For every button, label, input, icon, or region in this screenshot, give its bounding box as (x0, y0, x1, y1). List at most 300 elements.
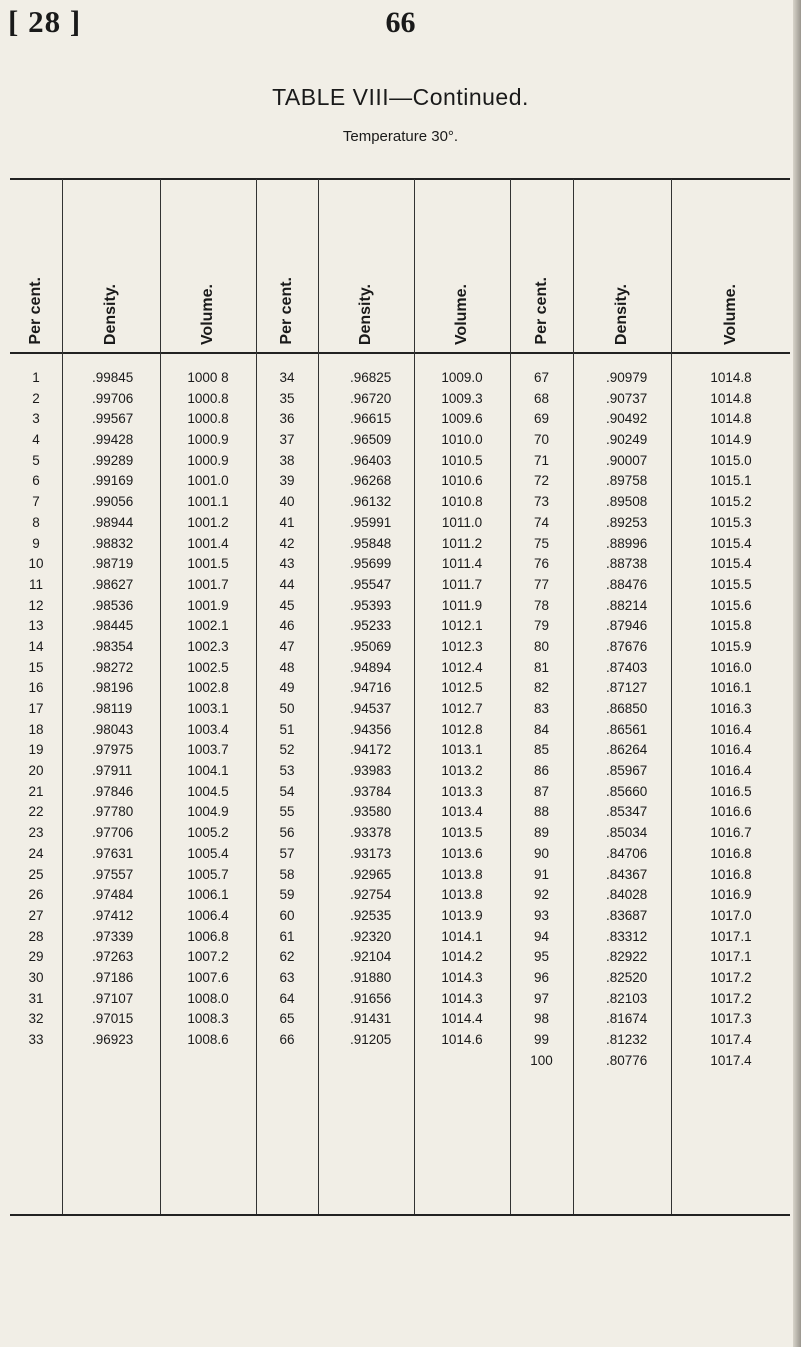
density-cell: .88214 (606, 597, 648, 613)
volume-cell: 1017.1 (710, 928, 752, 944)
density-cell: .94894 (350, 659, 392, 675)
table-top-rule (10, 178, 790, 180)
density-cell: .98043 (92, 721, 134, 737)
volume-cell: 1011.9 (441, 597, 483, 613)
column-volume-1 (162, 368, 254, 1051)
density-cell: .97911 (92, 763, 133, 779)
density-cell: .98719 (92, 556, 134, 572)
density-cell: .87403 (606, 659, 648, 675)
volume-cell: 1003.1 (187, 701, 229, 716)
volume-cell: 1014.3 (441, 990, 483, 1006)
density-cell: .83312 (606, 928, 648, 944)
volume-cell: 1016.4 (710, 763, 752, 779)
column-density-2 (350, 368, 412, 1051)
volume-cell: 1014.8 (710, 370, 752, 385)
volume-cell: 1002.5 (187, 659, 229, 675)
density-cell: .99169 (92, 473, 134, 489)
volume-cell: 1016.4 (710, 742, 752, 758)
per-cent-cell: 46 (279, 618, 295, 634)
density-cell: .96268 (350, 473, 392, 489)
volume-cell: 1003.7 (187, 742, 229, 758)
volume-cell: 1016.7 (710, 825, 752, 841)
per-cent-cell: 45 (279, 597, 295, 613)
per-cent-cell: 87 (533, 783, 550, 799)
volume-cell: 1014.9 (710, 432, 752, 448)
per-cent-cell: 82 (533, 680, 550, 696)
volume-cell: 1001.1 (187, 494, 229, 510)
density-cell: .99428 (92, 432, 134, 448)
per-cent-cell: 80 (533, 638, 550, 654)
density-cell: .84706 (606, 845, 648, 861)
density-cell: .87127 (606, 680, 648, 696)
per-cent-cell: 29 (28, 949, 44, 965)
density-cell: .97186 (92, 969, 134, 985)
volume-cell: 1016.8 (710, 845, 752, 861)
per-cent-cell: 12 (28, 597, 44, 613)
volume-cell: 1009.6 (441, 411, 483, 427)
per-cent-cell: 21 (28, 783, 44, 799)
density-cell: .97015 (92, 1011, 134, 1027)
volume-cell: 1000.8 (187, 411, 229, 427)
per-cent-cell: 24 (28, 845, 44, 861)
volume-cell: 1014.6 (441, 1032, 483, 1047)
density-cell: .92535 (350, 907, 392, 923)
density-cell: .99706 (92, 390, 134, 406)
density-cell: .96825 (350, 370, 392, 385)
volume-cell: 1001.7 (187, 576, 229, 592)
volume-cell: 1008.6 (187, 1032, 229, 1047)
header-density-3: Density. (613, 283, 630, 345)
density-cell: .92104 (350, 949, 392, 965)
per-cent-cell: 8 (32, 514, 40, 530)
density-cell: .97557 (92, 866, 134, 882)
density-cell: .98627 (92, 576, 134, 592)
per-cent-cell: 64 (279, 990, 295, 1006)
density-cell: .94356 (350, 721, 392, 737)
density-cell: .98536 (92, 597, 134, 613)
volume-cell: 1017.0 (710, 907, 752, 923)
per-cent-cell: 36 (279, 411, 295, 427)
per-cent-cell: 94 (533, 928, 550, 944)
header-density-1: Density. (102, 283, 119, 345)
density-cell: .82103 (606, 990, 648, 1006)
density-cell: .85660 (606, 783, 648, 799)
volume-cell: 1011.2 (441, 535, 483, 551)
per-cent-cell: 40 (279, 494, 295, 510)
table-bottom-rule (10, 1214, 790, 1216)
per-cent-cell: 77 (533, 576, 550, 592)
per-cent-cell: 97 (533, 990, 550, 1006)
volume-cell: 1000.8 (187, 390, 229, 406)
density-cell: .93378 (350, 825, 392, 841)
volume-cell: 1015.9 (710, 638, 752, 654)
volume-cell: 1007.2 (187, 949, 229, 965)
per-cent-cell: 6 (32, 473, 40, 489)
per-cent-cell: 89 (533, 825, 550, 841)
per-cent-cell: 5 (32, 452, 40, 468)
volume-cell: 1014.1 (441, 928, 483, 944)
volume-cell: 1002.1 (187, 618, 229, 634)
header-volume-3: Volume. (722, 283, 739, 345)
volume-cell: 1013.4 (441, 804, 483, 820)
volume-cell: 1008.3 (187, 1011, 229, 1027)
volume-cell: 1016.8 (710, 866, 752, 882)
volume-cell: 1006.8 (187, 928, 229, 944)
per-cent-cell: 90 (533, 845, 550, 861)
page-number-bracket: [ 28 ] (8, 4, 82, 39)
density-cell: .97107 (92, 990, 134, 1006)
volume-cell: 1015.4 (710, 556, 752, 572)
density-cell: .98119 (92, 701, 133, 716)
column-per-cent-1 (12, 368, 60, 1051)
density-cell: .84028 (606, 887, 648, 903)
per-cent-cell: 10 (28, 556, 44, 572)
volume-cell: 1004.1 (187, 763, 229, 779)
per-cent-cell: 13 (28, 618, 44, 634)
per-cent-cell: 71 (533, 452, 550, 468)
density-cell: .88738 (606, 556, 648, 572)
per-cent-cell: 73 (533, 494, 550, 510)
volume-cell: 1002.3 (187, 638, 229, 654)
density-cell: .97631 (92, 845, 134, 861)
per-cent-cell: 96 (533, 969, 550, 985)
density-cell: .97412 (92, 907, 134, 923)
per-cent-cell: 59 (279, 887, 295, 903)
per-cent-cell: 30 (28, 969, 44, 985)
volume-cell: 1004.9 (187, 804, 229, 820)
volume-cell: 1010.8 (441, 494, 483, 510)
density-cell: .89758 (606, 473, 648, 489)
density-cell: .95848 (350, 535, 392, 551)
per-cent-cell: 22 (28, 804, 44, 820)
density-cell: .85347 (606, 804, 648, 820)
density-cell: .86264 (606, 742, 648, 758)
per-cent-cell: 62 (279, 949, 295, 965)
per-cent-cell: 31 (28, 990, 44, 1006)
per-cent-cell: 18 (28, 721, 44, 737)
header-density-2: Density. (357, 283, 374, 345)
volume-cell: 1010.6 (441, 473, 483, 489)
density-cell: .93983 (350, 763, 392, 779)
volume-cell: 1016.0 (710, 659, 752, 675)
density-cell: .97780 (92, 804, 134, 820)
per-cent-cell: 75 (533, 535, 550, 551)
volume-cell: 1013.8 (441, 887, 483, 903)
per-cent-cell: 17 (28, 701, 44, 716)
per-cent-cell: 52 (279, 742, 295, 758)
per-cent-cell: 16 (28, 680, 44, 696)
density-cell: .95233 (350, 618, 392, 634)
density-cell: .96509 (350, 432, 392, 448)
per-cent-cell: 50 (279, 701, 295, 716)
density-cell: .88996 (606, 535, 648, 551)
density-cell: .92754 (350, 887, 392, 903)
per-cent-cell: 95 (533, 949, 550, 965)
per-cent-cell: 2 (32, 390, 40, 406)
volume-cell: 1015.1 (710, 473, 752, 489)
volume-cell: 1001.4 (187, 535, 229, 551)
volume-cell: 1006.1 (187, 887, 229, 903)
volume-cell: 1015.6 (710, 597, 752, 613)
volume-cell: 1008.0 (187, 990, 229, 1006)
per-cent-cell: 26 (28, 887, 44, 903)
density-cell: .90979 (606, 370, 648, 385)
volume-cell: 1003.4 (187, 721, 229, 737)
per-cent-cell: 74 (533, 514, 550, 530)
per-cent-cell: 53 (279, 763, 295, 779)
density-cell: .98354 (92, 638, 134, 654)
column-per-cent-3 (512, 368, 571, 1071)
volume-cell: 1013.1 (441, 742, 483, 758)
volume-cell: 1015.8 (710, 618, 752, 634)
volume-cell: 1001.0 (187, 473, 229, 489)
density-cell: .98196 (92, 680, 134, 696)
density-cell: .84367 (606, 866, 648, 882)
page-number: 66 (385, 6, 416, 39)
volume-cell: 1001.9 (187, 597, 229, 613)
per-cent-cell: 93 (533, 907, 550, 923)
volume-cell: 1016.3 (710, 701, 752, 716)
density-cell: .99845 (92, 370, 134, 385)
per-cent-cell: 57 (279, 845, 295, 861)
per-cent-cell: 32 (28, 1011, 44, 1027)
per-cent-cell: 100 (530, 1052, 553, 1068)
density-cell: .94716 (350, 680, 392, 696)
density-cell: .98445 (92, 618, 134, 634)
volume-cell: 1015.4 (710, 535, 752, 551)
volume-cell: 1012.7 (441, 701, 483, 716)
per-cent-cell: 60 (279, 907, 295, 923)
density-cell: .90492 (606, 411, 648, 427)
per-cent-cell: 88 (533, 804, 550, 820)
density-cell: .99567 (92, 411, 134, 427)
volume-cell: 1017.4 (710, 1052, 752, 1068)
density-cell: .96923 (92, 1032, 134, 1047)
per-cent-cell: 19 (28, 742, 44, 758)
density-cell: .97846 (92, 783, 134, 799)
density-cell: .81674 (606, 1011, 648, 1027)
per-cent-cell: 55 (279, 804, 295, 820)
volume-cell: 1012.8 (441, 721, 483, 737)
volume-cell: 1013.5 (441, 825, 483, 841)
per-cent-cell: 28 (28, 928, 44, 944)
volume-cell: 1000.9 (187, 432, 229, 448)
per-cent-cell: 92 (533, 887, 550, 903)
volume-cell: 1014.2 (441, 949, 483, 965)
header-volume-2: Volume. (453, 283, 470, 345)
density-cell: .95393 (350, 597, 392, 613)
volume-cell: 1012.5 (441, 680, 483, 696)
volume-cell: 1014.8 (710, 411, 752, 427)
volume-cell: 1013.9 (441, 907, 483, 923)
density-cell: .91880 (350, 969, 392, 985)
page-edge-shadow (793, 0, 801, 1347)
density-cell: .97339 (92, 928, 134, 944)
density-cell: .82520 (606, 969, 648, 985)
density-cell: .98832 (92, 535, 134, 551)
per-cent-cell: 58 (279, 866, 295, 882)
density-cell: .95991 (350, 514, 392, 530)
density-cell: .96132 (350, 494, 392, 510)
per-cent-cell: 68 (533, 390, 550, 406)
volume-cell: 1000 8 (187, 370, 229, 385)
density-cell: .93173 (350, 845, 392, 861)
density-cell: .92965 (350, 866, 392, 882)
table-header-rule (10, 352, 790, 354)
per-cent-cell: 69 (533, 411, 550, 427)
volume-cell: 1005.2 (187, 825, 229, 841)
volume-cell: 1014.3 (441, 969, 483, 985)
per-cent-cell: 23 (28, 825, 44, 841)
column-volume-3 (673, 368, 789, 1071)
density-cell: .95547 (350, 576, 392, 592)
density-cell: .94172 (350, 742, 392, 758)
density-cell: .98944 (92, 514, 134, 530)
volume-cell: 1017.2 (710, 990, 752, 1006)
per-cent-cell: 20 (28, 763, 44, 779)
per-cent-cell: 49 (279, 680, 295, 696)
volume-cell: 1007.6 (187, 969, 229, 985)
volume-cell: 1014.8 (710, 390, 752, 406)
volume-cell: 1012.3 (441, 638, 483, 654)
per-cent-cell: 56 (279, 825, 295, 841)
per-cent-cell: 48 (279, 659, 295, 675)
volume-cell: 1002.8 (187, 680, 229, 696)
density-cell: .94537 (350, 701, 392, 716)
volume-cell: 1001.2 (187, 514, 229, 530)
density-cell: .90007 (606, 452, 648, 468)
volume-cell: 1015.3 (710, 514, 752, 530)
per-cent-cell: 63 (279, 969, 295, 985)
volume-cell: 1017.1 (710, 949, 752, 965)
per-cent-cell: 51 (279, 721, 295, 737)
density-cell: .97975 (92, 742, 134, 758)
volume-cell: 1009.0 (441, 370, 483, 385)
density-cell: .97263 (92, 949, 134, 965)
per-cent-cell: 33 (28, 1032, 44, 1047)
per-cent-cell: 15 (28, 659, 44, 675)
per-cent-cell: 9 (32, 535, 40, 551)
per-cent-cell: 86 (533, 763, 550, 779)
per-cent-cell: 54 (279, 783, 295, 799)
per-cent-cell: 76 (533, 556, 550, 572)
volume-cell: 1013.3 (441, 783, 483, 799)
volume-cell: 1016.4 (710, 721, 752, 737)
per-cent-cell: 44 (279, 576, 295, 592)
volume-cell: 1015.5 (710, 576, 752, 592)
volume-cell: 1012.4 (441, 659, 483, 675)
density-cell: .92320 (350, 928, 392, 944)
volume-cell: 1012.1 (441, 618, 483, 634)
per-cent-cell: 34 (279, 370, 295, 385)
volume-cell: 1010.0 (441, 432, 483, 448)
volume-cell: 1016.6 (710, 804, 752, 820)
column-density-1 (92, 368, 158, 1051)
volume-cell: 1016.5 (710, 783, 752, 799)
volume-cell: 1013.2 (441, 763, 483, 779)
density-cell: .80776 (606, 1052, 648, 1068)
volume-cell: 1015.2 (710, 494, 752, 510)
volume-cell: 1011.4 (441, 556, 483, 572)
volume-cell: 1006.4 (187, 907, 229, 923)
volume-cell: 1011.0 (441, 514, 483, 530)
volume-cell: 1011.7 (441, 576, 483, 592)
per-cent-cell: 41 (279, 514, 295, 530)
per-cent-cell: 81 (533, 659, 550, 675)
per-cent-cell: 91 (533, 866, 550, 882)
volume-cell: 1016.9 (710, 887, 752, 903)
volume-cell: 1014.4 (441, 1011, 483, 1027)
per-cent-cell: 70 (533, 432, 550, 448)
per-cent-cell: 4 (32, 432, 40, 448)
volume-cell: 1013.8 (441, 866, 483, 882)
density-cell: .97484 (92, 887, 134, 903)
per-cent-cell: 83 (533, 701, 550, 716)
volume-cell: 1004.5 (187, 783, 229, 799)
volume-cell: 1010.5 (441, 452, 483, 468)
density-cell: .90249 (606, 432, 648, 448)
volume-cell: 1001.5 (187, 556, 229, 572)
per-cent-cell: 39 (279, 473, 295, 489)
density-cell: .81232 (606, 1032, 648, 1047)
per-cent-cell: 79 (533, 618, 550, 634)
per-cent-cell: 27 (28, 907, 44, 923)
volume-cell: 1009.3 (441, 390, 483, 406)
volume-cell: 1000.9 (187, 452, 229, 468)
per-cent-cell: 7 (32, 494, 40, 510)
column-volume-2 (416, 368, 508, 1051)
density-cell: .93784 (350, 783, 392, 799)
per-cent-cell: 47 (279, 638, 295, 654)
per-cent-cell: 99 (533, 1032, 550, 1047)
per-cent-cell: 37 (279, 432, 295, 448)
density-cell: .90737 (606, 390, 648, 406)
density-cell: .86850 (606, 701, 648, 716)
volume-cell: 1015.0 (710, 452, 752, 468)
density-cell: .96720 (350, 390, 392, 406)
per-cent-cell: 14 (28, 638, 44, 654)
volume-cell: 1013.6 (441, 845, 483, 861)
per-cent-cell: 38 (279, 452, 295, 468)
per-cent-cell: 35 (279, 390, 295, 406)
density-cell: .98272 (92, 659, 134, 675)
volume-cell: 1005.4 (187, 845, 229, 861)
column-density-3 (606, 368, 670, 1071)
density-cell: .91205 (350, 1032, 392, 1047)
table-subtitle: Temperature 30°. (342, 128, 459, 145)
column-per-cent-2 (258, 368, 316, 1051)
density-cell: .91656 (350, 990, 392, 1006)
density-cell: .86561 (606, 721, 648, 737)
per-cent-cell: 43 (279, 556, 295, 572)
per-cent-cell: 25 (28, 866, 44, 882)
per-cent-cell: 98 (533, 1011, 550, 1027)
density-cell: .85967 (606, 763, 648, 779)
density-cell: .96615 (350, 411, 392, 427)
header-per-cent-3: Per cent. (532, 277, 550, 345)
density-cell: .95699 (350, 556, 392, 572)
per-cent-cell: 42 (279, 535, 295, 551)
density-cell: .82922 (606, 949, 648, 965)
density-cell: .87946 (606, 618, 648, 634)
volume-cell: 1017.3 (710, 1011, 752, 1027)
density-cell: .99056 (92, 494, 134, 510)
per-cent-cell: 65 (279, 1011, 295, 1027)
density-cell: .96403 (350, 452, 392, 468)
volume-cell: 1005.7 (187, 866, 229, 882)
per-cent-cell: 3 (32, 411, 40, 427)
density-cell: .89253 (606, 514, 648, 530)
